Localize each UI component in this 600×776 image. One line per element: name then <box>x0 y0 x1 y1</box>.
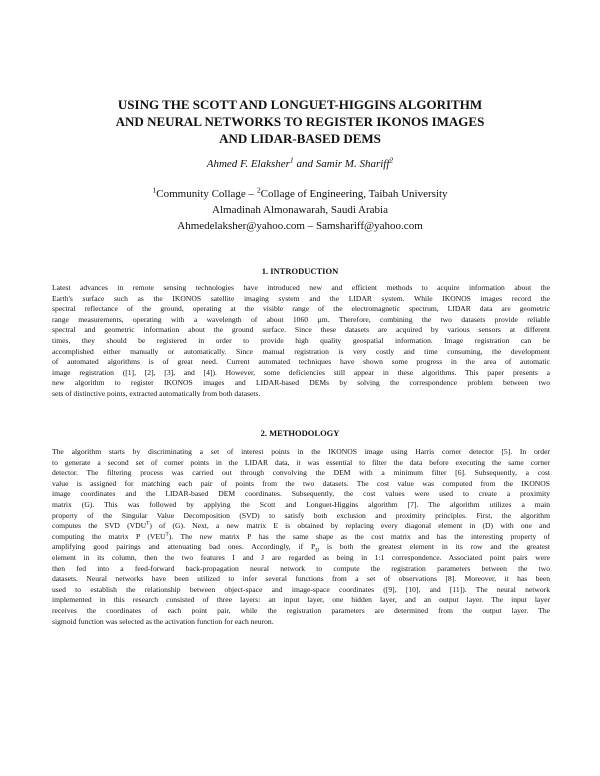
text-line: element in its column, then the two features I and J are regarded as being in 1:1 correspondence. Associated point pairs were <box>52 552 550 562</box>
text-line: of automated algorithms is of great need. Current automated techniques have shown some progress in the area of automatic <box>52 357 550 367</box>
introduction-paragraph <box>52 283 550 400</box>
text-fragment: computes the SVD (VDU <box>52 521 147 531</box>
affiliation-marker-1: 1 <box>152 185 157 195</box>
text-fragment: ) of (G). Next, a new matrix E is obtained by replacing every diagonal element in (D) with one and <box>149 521 550 531</box>
text-line: value is assigned for matching each pair of points from the two datasets. The cost value was computed from the IKONOS <box>52 478 550 488</box>
text-line: datasets. Neural networks have been utilized to infer several functions from a set of observations [8]. Moreover, it has been <box>52 574 550 584</box>
text-line: used to establish the relationship between object-space and image-space coordinates ([9], [10], and [11]). The neural network <box>52 584 550 594</box>
affiliation-block <box>0 186 600 234</box>
author-line <box>0 155 600 170</box>
text-line: image coordinates and the LIDAR-based DEM coordinates. Subsequently, the cost values were used to create a proximity <box>52 489 550 499</box>
text-line-pij <box>52 542 550 553</box>
author-1-marker: 1 <box>289 155 294 165</box>
text-line: spectral and geometric information about the ground surface. Since these datasets are acquired by various sensors at different <box>52 325 550 335</box>
text-line: then fed into a feed-forward back-propagation neural network to compute the registration parameters between the two <box>52 563 550 573</box>
text-line: detector. The filtering process was carried out through convolving the DEM with a minimum filter [6]. Subsequently, a cost <box>52 468 550 478</box>
text-line: matrix (G). This was followed by applying the Scott and Longuet-Higgins algorithm [7]. The algorithm utilizes a main <box>52 499 550 509</box>
text-line: spectral reflectance of the ground, operating at the visible range of the electromagnetic spectrum, LIDAR data are geometric <box>52 304 550 314</box>
affiliation-part-2: Collage of Engineering, Taibah University <box>260 188 448 200</box>
text-fragment: amplifying good pairings and attenuating bad ones. Accordingly, if P <box>52 542 316 552</box>
text-line: range measurements, operating with a wavelength of about 1060 µm. Therefore, combining the two datasets provide reliable <box>52 314 550 324</box>
title-line: AND NEURAL NETWORKS TO REGISTER IKONOS IMAGES <box>115 114 485 129</box>
text-line: Latest advances in remote sensing technologies have introduced new and efficient methods to acquire information about the <box>52 283 550 292</box>
text-fragment: is both the greatest element in its row and the greatest <box>319 542 550 552</box>
transpose-marker: T <box>165 531 169 538</box>
text-line: receives the coordinates of each point pair, while the registration parameters are determined from the output layer. The <box>52 605 550 615</box>
text-line: accomplished either manually or automatically. Since manual registration is very costly and time consuming, the development <box>52 346 550 356</box>
affiliation-emails: Ahmedelaksher@yahoo.com – Samshariff@yahoo.com <box>177 220 423 232</box>
author-1: Ahmed F. Elaksher <box>206 158 290 170</box>
section-heading-introduction: 1. INTRODUCTION <box>261 266 339 276</box>
paper-title <box>0 96 600 147</box>
affiliation-part-1: Community Collage – <box>156 188 257 200</box>
affiliation-line-2: Almadinah Almonawarah, Saudi Arabia <box>212 204 388 216</box>
text-line-matrix-p <box>52 532 550 543</box>
index-subscript: IJ <box>315 547 320 553</box>
section-heading-methodology: 2. METHODOLOGY <box>260 428 340 438</box>
text-line: sets of distinctive points, extracted automatically from both datasets. <box>52 388 261 398</box>
transpose-marker: T <box>146 521 150 527</box>
text-line: property of the Singular Value Decomposition (SVD) to satisfy both exclusion and proximity principles. First, the algorithm <box>52 510 550 520</box>
affiliation-marker-2: 2 <box>256 185 261 195</box>
text-line: image registration ([1], [2], [3], and [4]). However, some deficiencies still appear in these algorithms. This paper presents a <box>52 367 550 377</box>
text-line: The algorithm starts by discriminating a set of interest points in the IKONOS image using Harris corner detector [5]. In order <box>52 447 550 456</box>
text-line: sigmoid function was selected as the activation function for each neuron. <box>52 616 274 626</box>
text-fragment: computing the matrix P (VEU <box>52 531 166 541</box>
author-joiner: and <box>293 158 316 170</box>
text-fragment: ). The new matrix P has the same shape as the cost matrix and has the interesting property of <box>168 531 550 541</box>
title-line: USING THE SCOTT AND LONGUET-HIGGINS ALGORITHM <box>117 97 483 112</box>
author-2: Samir M. Shariff <box>315 158 390 170</box>
text-line: implemented in this research consisted of three layers: an input layer, one hidden layer, and an output layer. The input layer <box>52 595 550 605</box>
title-line: AND LIDAR-BASED DEMS <box>219 131 381 146</box>
text-line: new algorithm to register IKONOS images and LIDAR-based DEMs by solving the correspondence problem between two <box>52 378 550 388</box>
text-line: Earth's surface such as the IKONOS satellite imaging system and the LIDAR system. While IKONOS images record the <box>52 293 550 303</box>
affiliation-line-1 <box>0 186 600 202</box>
text-line: to generate a second set of corner points in the LIDAR data, it was essential to filter the data before executing the same corner <box>52 457 550 467</box>
methodology-paragraph <box>52 447 550 627</box>
text-line-svd <box>52 521 550 532</box>
text-line: times, they should be registered in order to provide high quality geospatial information. Image registration can be <box>52 335 550 345</box>
author-2-marker: 2 <box>389 155 394 165</box>
